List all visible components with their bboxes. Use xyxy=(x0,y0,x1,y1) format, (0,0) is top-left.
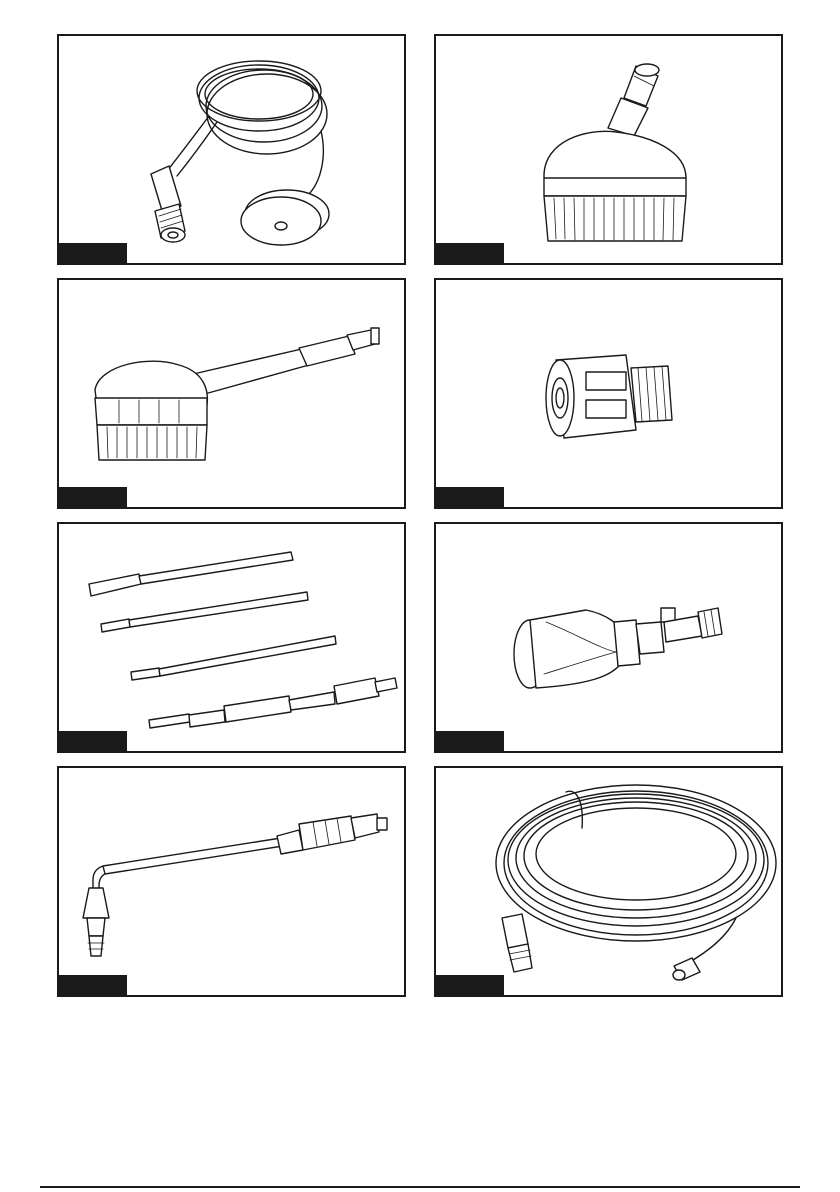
hose-with-floor-cleaner-icon xyxy=(59,36,404,263)
rotating-brush-icon xyxy=(59,280,404,507)
figure-label xyxy=(434,975,504,997)
hose-adapter-icon xyxy=(436,280,781,507)
figure-panel-2 xyxy=(434,34,783,265)
figure-panel-1 xyxy=(57,34,406,265)
figure-label xyxy=(57,975,127,997)
figure-label xyxy=(57,731,127,753)
page-footer-rule xyxy=(40,1186,800,1188)
figure-panel-5 xyxy=(57,522,406,753)
high-pressure-hose-icon xyxy=(436,768,781,995)
angled-brush-icon xyxy=(436,36,781,263)
angled-lance-icon xyxy=(59,768,404,995)
foam-nozzle-icon xyxy=(436,524,781,751)
figure-panel-8 xyxy=(434,766,783,997)
figure-label xyxy=(57,487,127,509)
figure-panel-6 xyxy=(434,522,783,753)
figure-panel-7 xyxy=(57,766,406,997)
figure-panel-4 xyxy=(434,278,783,509)
extension-lances-icon xyxy=(59,524,404,751)
figure-label xyxy=(434,487,504,509)
figure-label xyxy=(434,243,504,265)
figure-label xyxy=(57,243,127,265)
figure-label xyxy=(434,731,504,753)
figure-panel-3 xyxy=(57,278,406,509)
